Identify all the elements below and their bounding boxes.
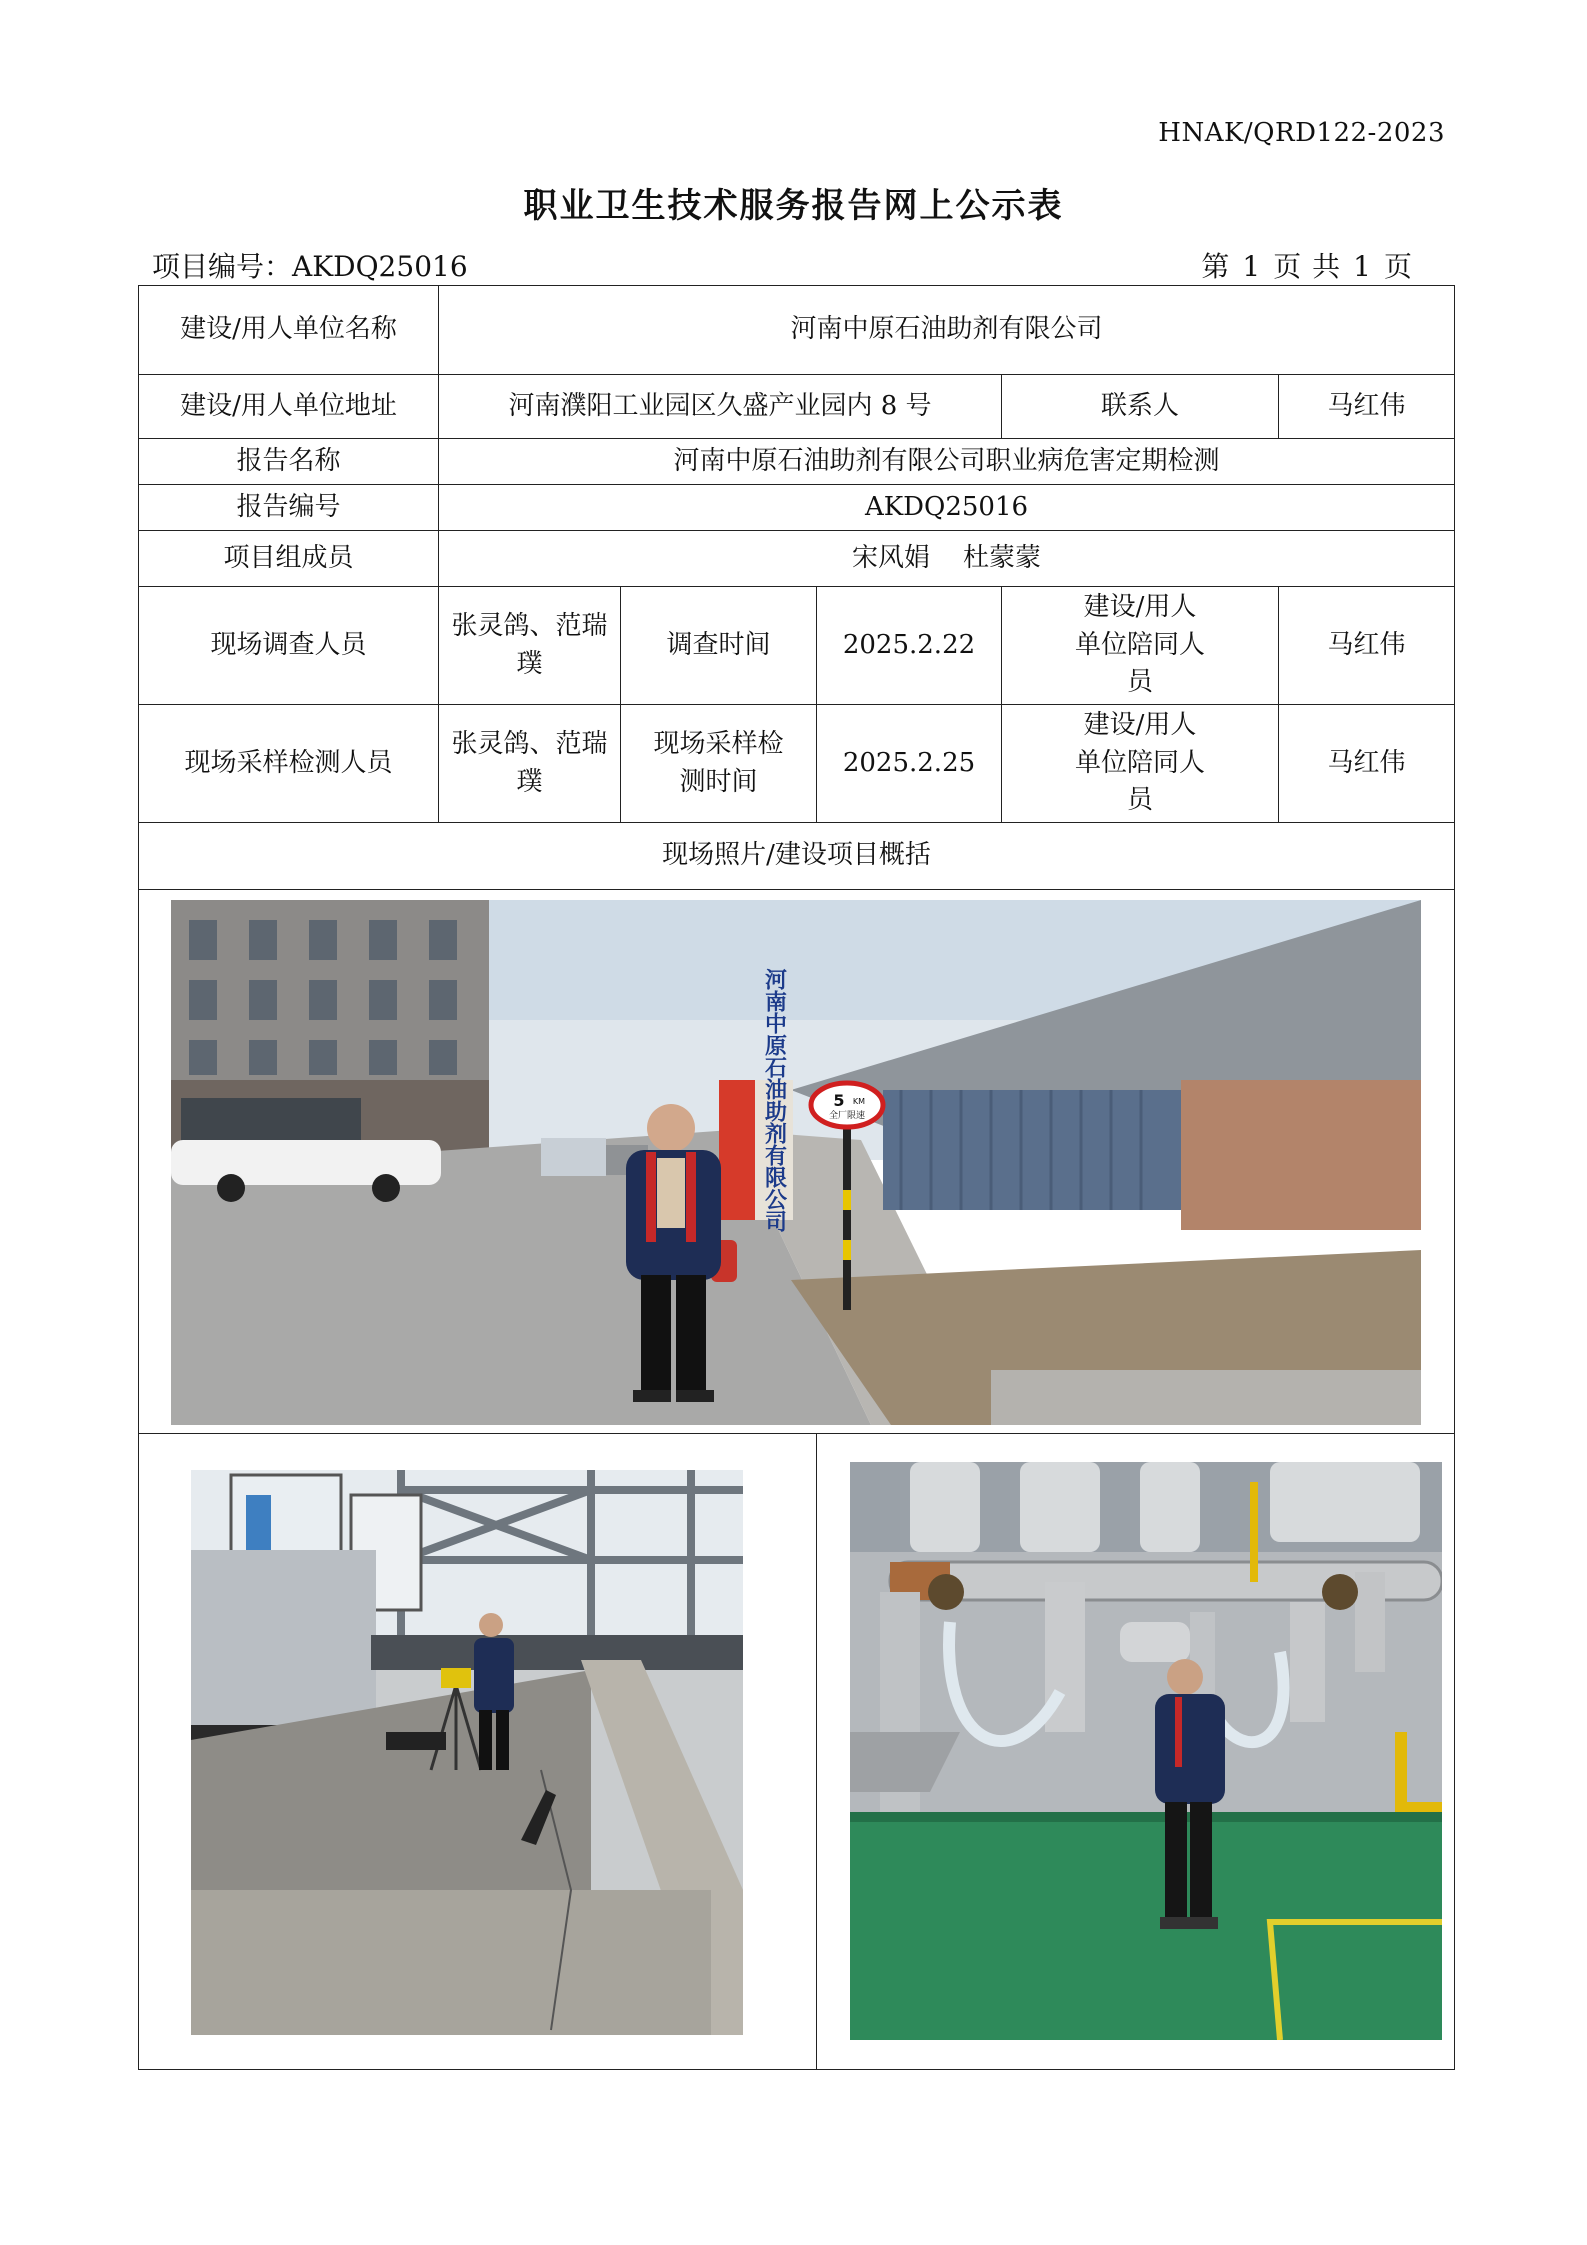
- contact: 马红伟: [1279, 375, 1455, 439]
- unit-name-label: 建设/用人单位名称: [139, 286, 439, 375]
- sampling-escort-label: 建设/用人单位陪同人员: [1002, 705, 1279, 823]
- site-photo-tank-area: [191, 1470, 743, 2035]
- survey-time: 2025.2.22: [817, 587, 1002, 705]
- gate-sign-text: 河南中原石油助剂有限公司: [761, 968, 787, 1233]
- report-name-label: 报告名称: [139, 439, 439, 485]
- survey-time-label: 调查时间: [621, 587, 817, 705]
- page-mid: 页 共: [1273, 250, 1342, 283]
- sampling-time-label: 现场采样检测时间: [621, 705, 817, 823]
- disclosure-table: [138, 285, 1455, 2070]
- page-indicator: [1195, 245, 1419, 285]
- unit-address-label: 建设/用人单位地址: [139, 375, 439, 439]
- contact-label: 联系人: [1002, 375, 1279, 439]
- unit-name: 河南中原石油助剂有限公司: [439, 286, 1455, 375]
- page-num: 1: [1242, 250, 1262, 283]
- survey-staff: 张灵鸽、范瑞璞: [439, 587, 621, 705]
- table-row: [139, 890, 1455, 1434]
- project-number: [152, 245, 468, 285]
- table-row: [139, 587, 1455, 705]
- photo-cell-main: [139, 890, 1455, 1434]
- page-prefix: 第: [1201, 250, 1231, 283]
- speed-sign-unit: KM: [852, 1097, 866, 1107]
- report-number-label: 报告编号: [139, 485, 439, 531]
- unit-address: 河南濮阳工业园区久盛产业园内 8 号: [439, 375, 1002, 439]
- members: 宋风娟 杜蒙蒙: [439, 531, 1455, 587]
- table-row: [139, 531, 1455, 587]
- table-row: [139, 705, 1455, 823]
- sampling-staff-label: 现场采样检测人员: [139, 705, 439, 823]
- report-number: AKDQ25016: [439, 485, 1455, 531]
- speed-sign-number: 5: [833, 1091, 845, 1111]
- table-row: [139, 823, 1455, 890]
- site-photo-pipes: [850, 1462, 1442, 2040]
- page-total: 1: [1353, 250, 1372, 283]
- photos-label: 现场照片/建设项目概括: [139, 823, 1455, 890]
- speed-sign-text: 全厂限速: [828, 1111, 866, 1122]
- table-row: [139, 286, 1455, 375]
- survey-escort-label: 建设/用人单位陪同人员: [1002, 587, 1279, 705]
- project-number-value: AKDQ25016: [292, 250, 468, 283]
- table-row: [139, 439, 1455, 485]
- survey-staff-label: 现场调查人员: [139, 587, 439, 705]
- table-row: [139, 485, 1455, 531]
- site-photo-gate: [171, 900, 1421, 1425]
- sampling-escort: 马红伟: [1279, 705, 1455, 823]
- page-suffix: 页: [1383, 250, 1413, 283]
- sampling-time: 2025.2.25: [817, 705, 1002, 823]
- photo-cell-left: [139, 1434, 817, 2070]
- members-label: 项目组成员: [139, 531, 439, 587]
- project-number-label: 项目编号：: [152, 250, 293, 283]
- page-title: 职业卫生技术服务报告网上公示表: [523, 186, 1064, 226]
- sampling-staff: 张灵鸽、范瑞璞: [439, 705, 621, 823]
- survey-escort: 马红伟: [1279, 587, 1455, 705]
- report-name: 河南中原石油助剂有限公司职业病危害定期检测: [439, 439, 1455, 485]
- photo-cell-right: [817, 1434, 1455, 2070]
- table-row: [139, 1434, 1455, 2070]
- document-code: HNAK/QRD122-2023: [1158, 118, 1445, 148]
- table-row: [139, 375, 1455, 439]
